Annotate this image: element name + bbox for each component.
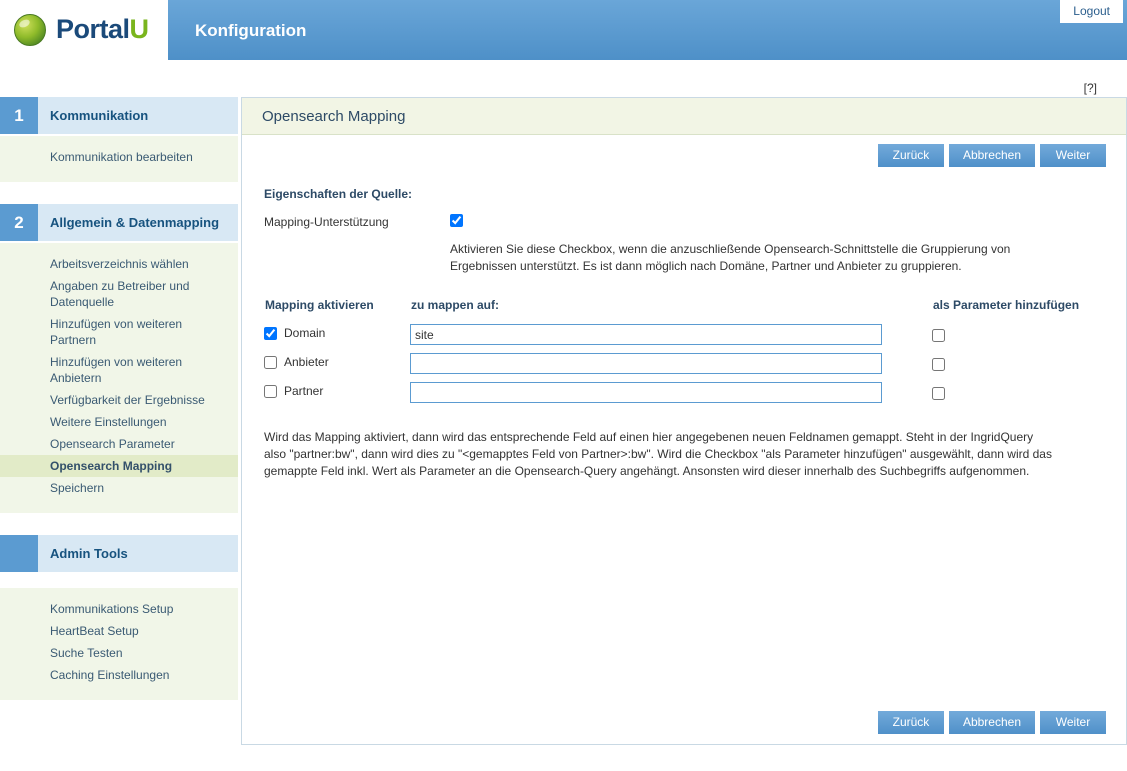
- cell-input-partner: [410, 378, 932, 407]
- as-parameter-domain-checkbox[interactable]: [932, 329, 945, 342]
- sidebar-section-number: [0, 535, 38, 572]
- brand-primary: Portal: [56, 14, 130, 44]
- mapping-support-checkbox[interactable]: [450, 214, 463, 227]
- mapping-support-row: [264, 214, 1104, 229]
- sidebar-section-label: Admin Tools: [50, 546, 128, 561]
- sidebar-item-heartbeat-setup[interactable]: HeartBeat Setup: [50, 624, 139, 638]
- sidebar-items-2: [0, 243, 238, 513]
- globe-icon: [14, 14, 46, 46]
- help-icon[interactable]: [?]: [1083, 81, 1097, 95]
- table-header-row: [264, 297, 1104, 320]
- cell-activate-anbieter: [264, 349, 410, 378]
- sidebar-item-caching-einstellungen[interactable]: Caching Einstellungen: [50, 668, 170, 682]
- mapping-table: [264, 297, 1104, 407]
- activate-anbieter-label[interactable]: [264, 355, 329, 369]
- map-to-domain-input[interactable]: [410, 324, 882, 345]
- sidebar-items-3: [0, 588, 238, 700]
- brand-accent: U: [129, 14, 149, 44]
- sidebar-section-label: Kommunikation: [50, 108, 149, 123]
- sidebar-item-verfuegbarkeit[interactable]: Verfügbarkeit der Ergebnisse: [50, 393, 205, 407]
- sidebar-gap-3: [0, 574, 238, 588]
- main-content: [241, 97, 1127, 745]
- next-button-bottom[interactable]: Weiter: [1040, 711, 1106, 734]
- sidebar-item-suche-testen[interactable]: Suche Testen: [50, 646, 123, 660]
- help-row: [0, 60, 1127, 97]
- sidebar-section-kommunikation[interactable]: [0, 97, 238, 136]
- next-button-top[interactable]: Weiter: [1040, 144, 1106, 167]
- mapping-support-description: Aktivieren Sie diese Checkbox, wenn die anzuschließende Opensearch-Schnittstelle die Gruppierung von Ergebnissen unterstützt. Es ist dann möglich nach Domäne, Partner und Anbieter zu gruppieren.: [450, 242, 1011, 273]
- brand-text: [56, 14, 149, 45]
- source-properties-label: Eigenschaften der Quelle:: [264, 187, 413, 201]
- cell-activate-partner: [264, 378, 410, 407]
- back-button-bottom[interactable]: Zurück: [878, 711, 944, 734]
- header-activate: Mapping aktivieren: [265, 298, 374, 312]
- cell-param-anbieter: [932, 349, 1104, 378]
- table-row: [264, 349, 1104, 378]
- toolbar-bottom: [878, 702, 1126, 734]
- row-label-domain: Domain: [284, 326, 326, 341]
- sidebar-item-kommunikations-setup[interactable]: Kommunikations Setup: [50, 602, 174, 616]
- sidebar-gap-2: [0, 513, 238, 535]
- sidebar-section-number: 1: [0, 97, 38, 134]
- sidebar-section-allgemein-datenmapping[interactable]: [0, 204, 238, 243]
- sidebar-item-opensearch-mapping[interactable]: Opensearch Mapping: [0, 455, 238, 477]
- app-header: [0, 0, 1127, 60]
- sidebar-section-admin-tools[interactable]: [0, 535, 238, 574]
- toolbar-top: [242, 135, 1126, 167]
- table-row: [264, 378, 1104, 407]
- sidebar-items-1: [0, 136, 238, 182]
- sidebar-item-opensearch-parameter[interactable]: Opensearch Parameter: [50, 437, 175, 451]
- cancel-button-top[interactable]: Abbrechen: [949, 144, 1035, 167]
- sidebar-gap-1: [0, 182, 238, 204]
- cell-param-partner: [932, 378, 1104, 407]
- sidebar-section-number: 2: [0, 204, 38, 241]
- body-wrapper: [0, 97, 1127, 771]
- sidebar-item-weitere-partner[interactable]: Hinzufügen von weiteren Partnern: [50, 317, 183, 347]
- content-title-bar: [242, 98, 1126, 135]
- sidebar-item-kommunikation-bearbeiten[interactable]: Kommunikation bearbeiten: [50, 150, 193, 164]
- sidebar-item-weitere-anbieter[interactable]: Hinzufügen von weiteren Anbietern: [50, 355, 183, 385]
- as-parameter-partner-checkbox[interactable]: [932, 387, 945, 400]
- activate-partner-label[interactable]: [264, 384, 323, 398]
- sidebar-item-speichern[interactable]: Speichern: [50, 481, 105, 495]
- cell-input-domain: [410, 320, 932, 349]
- content-title: Opensearch Mapping: [262, 107, 406, 125]
- table-row: [264, 320, 1104, 349]
- sidebar-section-label: Allgemein & Datenmapping: [50, 215, 220, 230]
- activate-domain-label[interactable]: [264, 326, 325, 340]
- sidebar-item-arbeitsverzeichnis[interactable]: Arbeitsverzeichnis wählen: [50, 257, 189, 271]
- cell-input-anbieter: [410, 349, 932, 378]
- row-label-anbieter: Anbieter: [284, 355, 329, 370]
- sidebar-item-angaben-betreiber[interactable]: Angaben zu Betreiber und Datenquelle: [50, 279, 190, 309]
- logo: [0, 0, 168, 60]
- row-label-partner: Partner: [284, 384, 324, 399]
- cell-param-domain: [932, 320, 1104, 349]
- page-title: Konfiguration: [195, 21, 307, 40]
- logout-button[interactable]: Logout: [1060, 0, 1123, 23]
- back-button-top[interactable]: Zurück: [878, 144, 944, 167]
- footer-help-text: Wird das Mapping aktiviert, dann wird das entsprechende Feld auf einen hier angegebenen neuen Feldnamen gemappt. Steht in der IngridQuery also "partner:bw", dann wird dies zu "<gemapptes Feld von Partner>:bw". Wird die Checkbox "als Parameter hinzufügen" ausgewählt, dann wird das gemappte Feld inkl. Wert als Parameter an die Opensearch-Query angehängt. Ansonsten wird dieser innerhalb des Suchbegriffs aufgenommen.: [264, 430, 1052, 478]
- map-to-partner-input[interactable]: [410, 382, 882, 403]
- as-parameter-anbieter-checkbox[interactable]: [932, 358, 945, 371]
- mapping-support-label: Mapping-Unterstützung: [264, 215, 389, 229]
- cell-activate-domain: [264, 320, 410, 349]
- map-to-anbieter-input[interactable]: [410, 353, 882, 374]
- header-as-parameter: als Parameter hinzufügen: [933, 298, 1080, 312]
- activate-partner-checkbox[interactable]: [264, 385, 277, 398]
- activate-domain-checkbox[interactable]: [264, 327, 277, 340]
- header-map-to: zu mappen auf:: [411, 298, 500, 312]
- activate-anbieter-checkbox[interactable]: [264, 356, 277, 369]
- sidebar-item-weitere-einstellungen[interactable]: Weitere Einstellungen: [50, 415, 167, 429]
- sidebar: [0, 97, 238, 700]
- form-area: [242, 167, 1126, 480]
- cancel-button-bottom[interactable]: Abbrechen: [949, 711, 1035, 734]
